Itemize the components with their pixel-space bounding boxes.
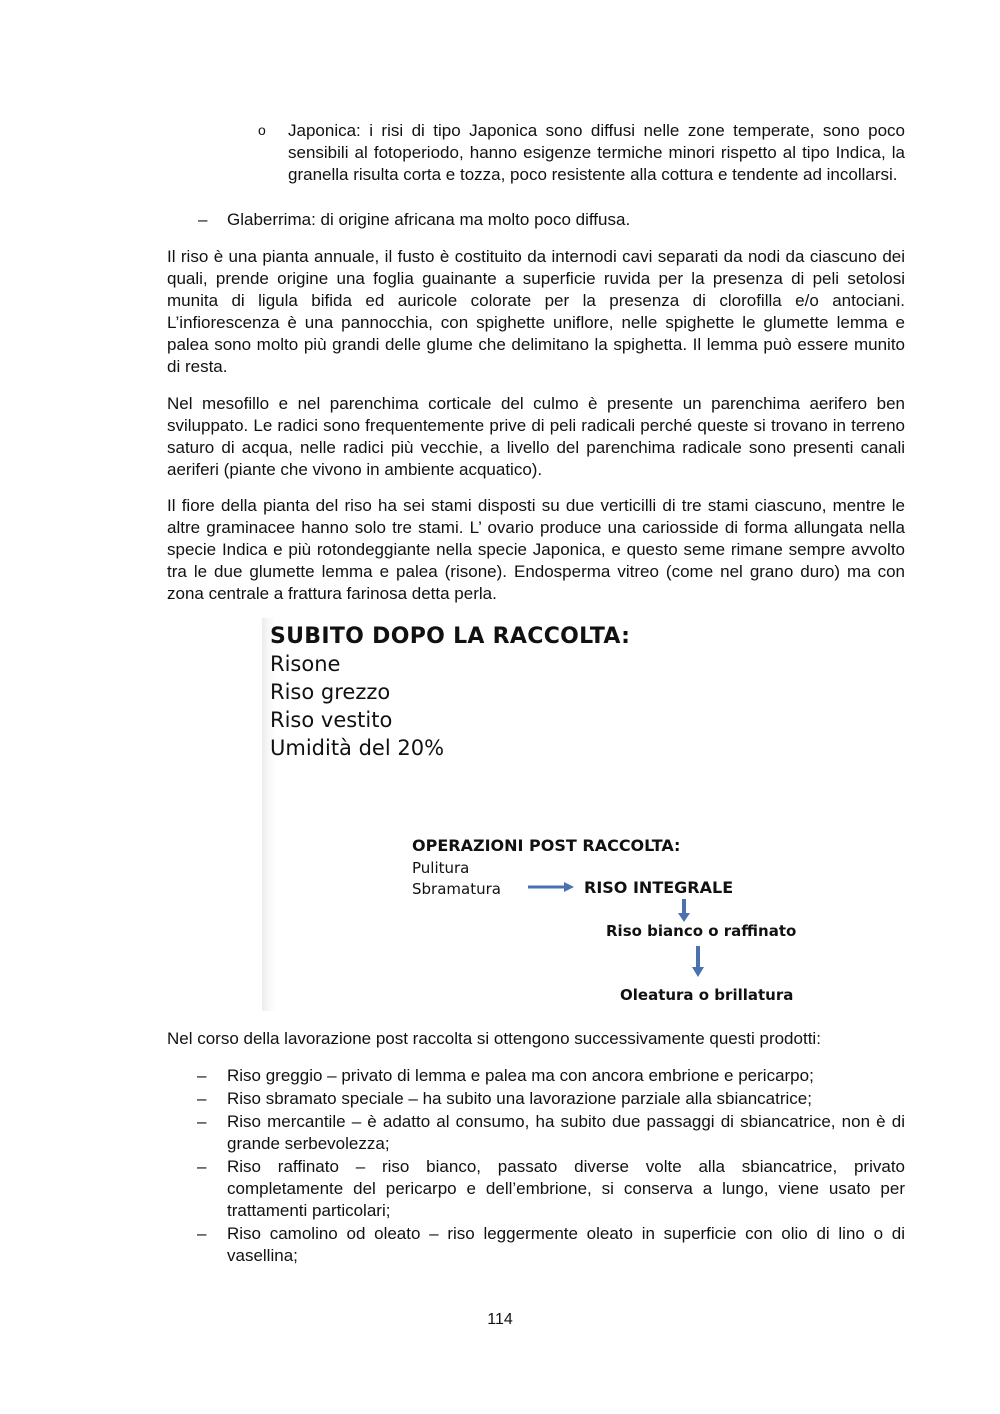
page-number: 114 — [487, 1311, 513, 1328]
list-item — [167, 1156, 905, 1222]
list-item-text: Riso raffinato – riso bianco, passato diverse volte alla sbiancatrice, privato completamente del pericarpo e dell’embrione, si conserva a lungo, viene usato per trattamenti particolari; — [227, 1157, 905, 1220]
japonica-item: Japonica: i risi di tipo Japonica sono diffusi nelle zone temperate, sono poco sensibili al fotoperiodo, hanno esigenze termiche minori rispetto al tipo Indica, la granella risulta corta e tozza, poco resistente alla cottura e tendente ad incollarsi. — [288, 121, 905, 184]
list-item-text: Riso mercantile – è adatto al consumo, ha subito due passaggi di sbiancatrice, non è di grande serbevolezza; — [227, 1112, 905, 1153]
paragraph-products-intro: Nel corso della lavorazione post raccolta si ottengono successivamente questi prodotti: — [167, 1029, 821, 1048]
figure-line-risone: Risone — [270, 652, 341, 676]
figure-riso-bianco: Riso bianco o raffinato — [606, 922, 797, 940]
figure-op-pulitura: Pulitura — [412, 859, 470, 877]
list-item-text: Riso greggio – privato di lemma e palea ma con ancora embrione e pericarpo; — [227, 1066, 814, 1085]
paragraph-morphology: Il riso è una pianta annuale, il fusto è costituito da internodi cavi separati da nodi da ciascuno dei quali, prende origine una foglia guainante a superficie ruvida per la presenza di peli setolosi munita di ligula bifida ed auricole colorate per la presenza di clorofilla e/o antociani. L’infiorescenza è una pannocchia, con spighette uniflore, nelle spighette le glumette lemma e palea sono molto più grandi delle glume che delimitano la spighetta. Il lemma può essere munito di resta. — [167, 247, 905, 376]
list-item — [167, 1065, 905, 1087]
list-bullet-dash: – — [197, 1224, 207, 1243]
figure-oleatura: Oleatura o brillatura — [620, 986, 794, 1004]
list-bullet-circle: o — [258, 122, 266, 138]
figure-title: SUBITO DOPO LA RACCOLTA: — [270, 624, 631, 649]
post-harvest-figure — [262, 618, 822, 1011]
figure-op-sbramatura: Sbramatura — [412, 880, 501, 898]
list-bullet-dash: – — [197, 1066, 207, 1085]
glaberrima-item: Glaberrima: di origine africana ma molto poco diffusa. — [227, 210, 631, 229]
figure-line-grezzo: Riso grezzo — [270, 680, 391, 704]
list-bullet-dash: – — [198, 210, 208, 229]
list-item — [167, 1088, 905, 1110]
figure-riso-integrale: RISO INTEGRALE — [584, 878, 734, 897]
down-arrow-icon — [676, 899, 692, 923]
list-bullet-dash: – — [197, 1112, 207, 1131]
figure-line-umidita: Umidità del 20% — [270, 736, 445, 760]
list-item-text: Riso sbramato speciale – ha subito una lavorazione parziale alla sbiancatrice; — [227, 1089, 812, 1108]
list-bullet-dash: – — [197, 1089, 207, 1108]
paragraph-flower: Il fiore della pianta del riso ha sei stami disposti su due verticilli di tre stami ciascuno, mentre le altre graminacee hanno solo tre stami. L’ ovario produce una cariosside di forma allungata nella specie Indica e più rotondeggiante nella specie Japonica, e questo seme rimane sempre avvolto tra le due glumette lemma e palea (risone). Endosperma vitreo (come nel grano duro) ma con zona centrale a frattura farinosa detta perla. — [167, 496, 905, 603]
figure-operations-title: OPERAZIONI POST RACCOLTA: — [412, 836, 681, 855]
down-arrow-icon — [690, 946, 706, 978]
right-arrow-icon — [528, 880, 574, 894]
paragraph-roots: Nel mesofillo e nel parenchima corticale del culmo è presente un parenchima aerifero ben sviluppato. Le radici sono frequentemente prive di peli radicali perché queste si trovano in terreno saturo di acqua, nelle radici più vecchie, a livello del parenchima radicale sono presenti canali aeriferi (piante che vivono in ambiente acquatico). — [167, 394, 905, 479]
list-item-text: Riso camolino od oleato – riso leggermente oleato in superficie con olio di lino o di vasellina; — [227, 1224, 905, 1265]
list-item — [167, 1223, 905, 1267]
list-bullet-dash: – — [197, 1157, 207, 1176]
figure-line-vestito: Riso vestito — [270, 708, 393, 732]
products-list — [167, 1065, 905, 1268]
list-item — [167, 1111, 905, 1155]
